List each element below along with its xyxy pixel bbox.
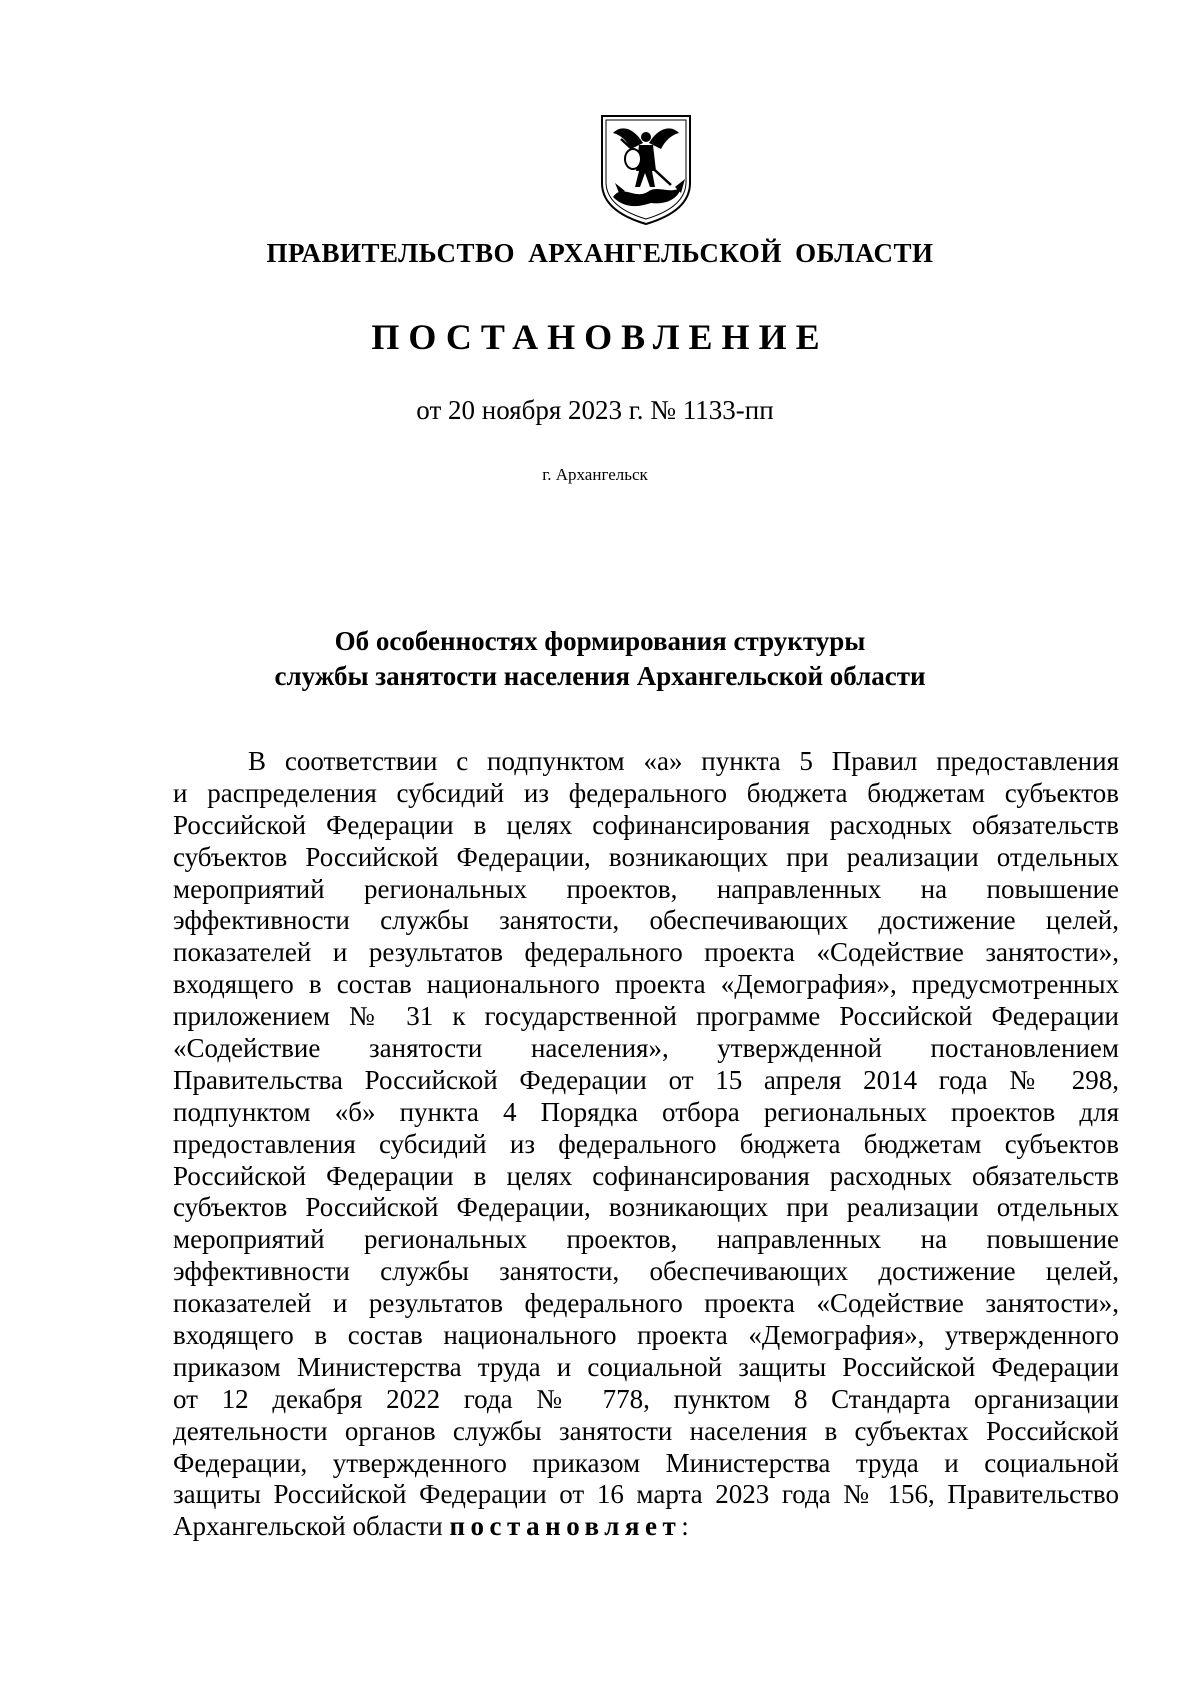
body-last-line [173,1511,1119,1543]
body-line: деятельности органов службы занятости населения в субъектах Российской [173,1415,1119,1446]
body-line: показателей и результатов федерального проекта «Содействие занятости», [173,937,1119,968]
body-line: «Содействие занятости населения», утвержденной постановлением [173,1033,1119,1064]
document-subject [0,624,1200,694]
body-line: мероприятий региональных проектов, направленных на повышение [173,1224,1119,1255]
body-line: входящего в состав национального проекта «Демография», предусмотренных [173,969,1119,1000]
document-city: г. Архангельск [542,465,648,484]
subject-line: Об особенностях формирования структуры [334,626,866,656]
document-body [173,746,1119,1543]
last-line-suffix: : [681,1511,689,1542]
body-line: показателей и результатов федерального проекта «Содействие занятости», [173,1288,1119,1319]
body-line: Правительства Российской Федерации от 15 апреля 2014 года № 298, [173,1064,1119,1095]
body-line: мероприятий региональных проектов, направленных на повышение [173,873,1119,904]
archangel-coat-of-arms-icon [599,113,693,227]
body-line: субъектов Российской Федерации, возникающих при реализации отдельных [173,841,1119,872]
body-line: Российской Федерации в целях софинансирования расходных обязательств [173,1160,1119,1191]
body-line: и распределения субсидий из федерального бюджета бюджетам субъектов [173,777,1119,808]
body-line: предоставления субсидий из федерального бюджета бюджетам субъектов [173,1128,1119,1159]
subject-line: службы занятости населения Архангельской области [274,661,926,691]
resolves-word: постановляет [449,1511,682,1542]
body-line: от 12 декабря 2022 года № 778, пунктом 8 Стандарта организации [173,1383,1119,1414]
organization-title: ПРАВИТЕЛЬСТВО АРХАНГЕЛЬСКОЙ ОБЛАСТИ [266,238,934,268]
body-line: эффективности службы занятости, обеспечивающих достижение целей, [173,1256,1119,1287]
document-date-number: от 20 ноября 2023 г. № 1133-пп [416,395,774,425]
body-line: входящего в состав национального проекта «Демография», утвержденного [173,1320,1119,1351]
body-line: подпунктом «б» пункта 4 Порядка отбора региональных проектов для [173,1096,1119,1127]
body-line: приказом Министерства труда и социальной защиты Российской Федерации [173,1351,1119,1382]
body-line: защиты Российской Федерации от 16 марта 2023 года № 156, Правительство [173,1479,1119,1510]
body-line: Федерации, утвержденного приказом Министерства труда и социальной [173,1447,1119,1478]
body-line: Российской Федерации в целях софинансирования расходных обязательств [173,809,1119,840]
body-line: В соответствии с подпунктом «а» пункта 5 Правил предоставления [248,746,1119,776]
body-line: субъектов Российской Федерации, возникающих при реализации отдельных [173,1192,1119,1223]
document-type-heading: ПОСТАНОВЛЕНИЕ [371,317,829,357]
body-line: эффективности службы занятости, обеспечивающих достижение целей, [173,905,1119,936]
body-line: приложением № 31 к государственной программе Российской Федерации [173,1001,1119,1032]
last-line-prefix: Архангельской области [173,1511,450,1542]
